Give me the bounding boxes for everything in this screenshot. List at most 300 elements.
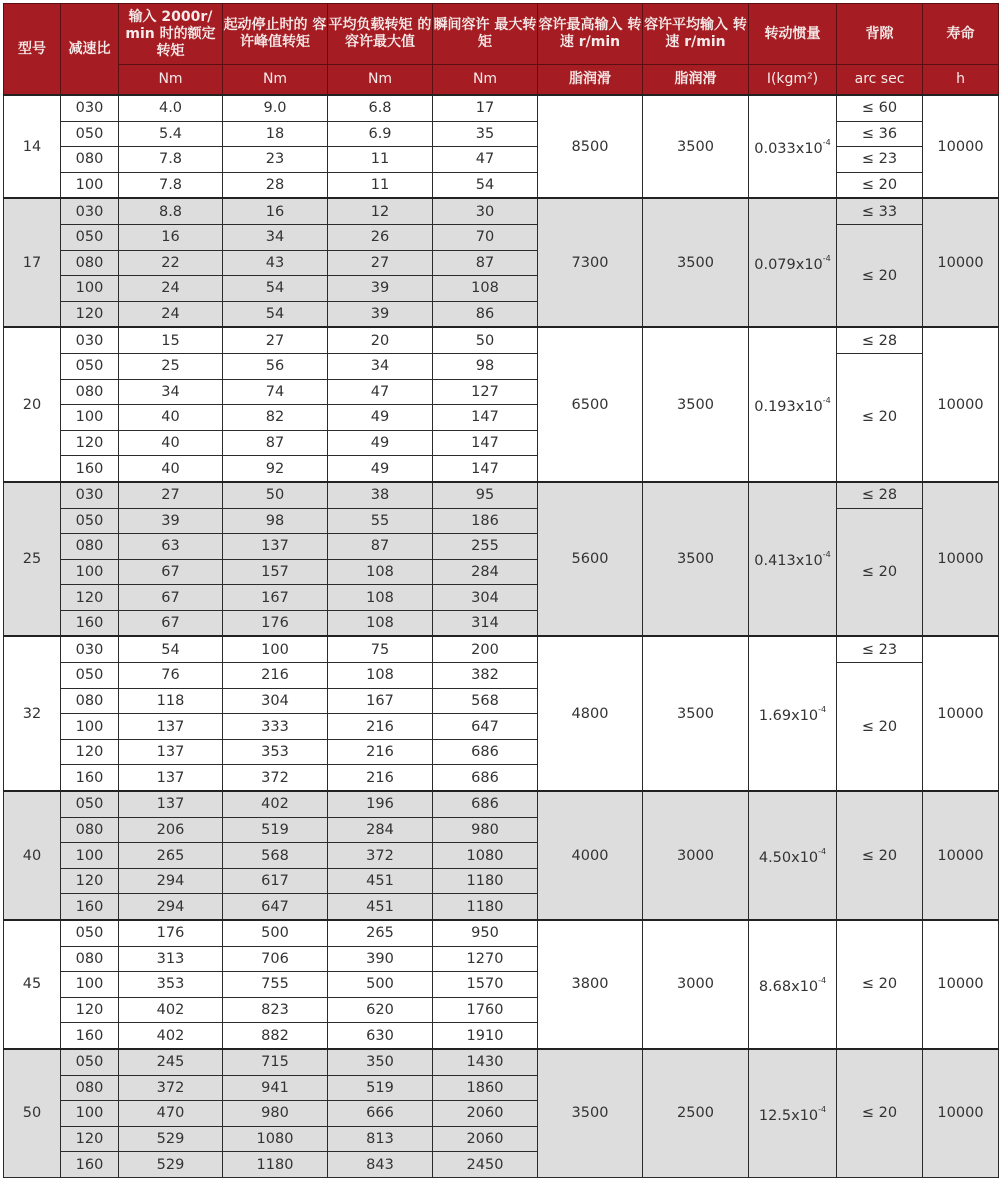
cell-momentary-torque: 255 bbox=[433, 534, 538, 560]
cell-ratio: 100 bbox=[61, 843, 119, 869]
unit-inertia: I(kgm²) bbox=[749, 65, 837, 96]
cell-avg-input-speed: 3500 bbox=[643, 327, 749, 482]
cell-rated-torque: 40 bbox=[119, 405, 223, 431]
cell-avg-load-torque: 500 bbox=[328, 972, 433, 998]
cell-rated-torque: 8.8 bbox=[119, 198, 223, 224]
cell-peak-torque: 333 bbox=[223, 714, 328, 740]
cell-ratio: 100 bbox=[61, 276, 119, 302]
cell-momentary-torque: 314 bbox=[433, 610, 538, 636]
cell-avg-load-torque: 49 bbox=[328, 405, 433, 431]
cell-rated-torque: 137 bbox=[119, 791, 223, 817]
cell-peak-torque: 882 bbox=[223, 1023, 328, 1049]
cell-peak-torque: 755 bbox=[223, 972, 328, 998]
table-row bbox=[4, 353, 999, 379]
cell-peak-torque: 372 bbox=[223, 765, 328, 791]
cell-ratio: 050 bbox=[61, 508, 119, 534]
cell-model: 40 bbox=[4, 791, 61, 920]
header-backlash: 背隙 bbox=[837, 4, 923, 65]
cell-peak-torque: 98 bbox=[223, 508, 328, 534]
cell-ratio: 120 bbox=[61, 739, 119, 765]
cell-avg-load-torque: 38 bbox=[328, 482, 433, 508]
inertia-exponent: -4 bbox=[818, 1104, 827, 1114]
cell-avg-load-torque: 216 bbox=[328, 765, 433, 791]
cell-backlash: ≤ 33 bbox=[837, 198, 923, 224]
cell-ratio: 120 bbox=[61, 585, 119, 611]
cell-avg-load-torque: 34 bbox=[328, 353, 433, 379]
cell-momentary-torque: 87 bbox=[433, 250, 538, 276]
cell-backlash: ≤ 20 bbox=[837, 224, 923, 327]
cell-avg-load-torque: 49 bbox=[328, 456, 433, 482]
cell-peak-torque: 16 bbox=[223, 198, 328, 224]
inertia-value: 4.50x10 bbox=[758, 849, 819, 866]
cell-momentary-torque: 30 bbox=[433, 198, 538, 224]
cell-backlash: ≤ 23 bbox=[837, 636, 923, 662]
cell-rated-torque: 313 bbox=[119, 946, 223, 972]
cell-momentary-torque: 108 bbox=[433, 276, 538, 302]
cell-ratio: 030 bbox=[61, 482, 119, 508]
cell-inertia bbox=[749, 198, 837, 327]
table-header bbox=[4, 4, 999, 96]
cell-rated-torque: 67 bbox=[119, 559, 223, 585]
cell-ratio: 160 bbox=[61, 894, 119, 920]
inertia-value: 0.033x10 bbox=[754, 140, 823, 157]
cell-momentary-torque: 686 bbox=[433, 739, 538, 765]
cell-momentary-torque: 95 bbox=[433, 482, 538, 508]
cell-avg-load-torque: 630 bbox=[328, 1023, 433, 1049]
cell-avg-load-torque: 666 bbox=[328, 1101, 433, 1127]
cell-avg-load-torque: 284 bbox=[328, 817, 433, 843]
cell-rated-torque: 24 bbox=[119, 276, 223, 302]
cell-avg-load-torque: 196 bbox=[328, 791, 433, 817]
cell-peak-torque: 56 bbox=[223, 353, 328, 379]
cell-momentary-torque: 1860 bbox=[433, 1075, 538, 1101]
cell-ratio: 120 bbox=[61, 997, 119, 1023]
cell-avg-load-torque: 216 bbox=[328, 739, 433, 765]
cell-peak-torque: 23 bbox=[223, 147, 328, 173]
cell-peak-torque: 402 bbox=[223, 791, 328, 817]
cell-ratio: 080 bbox=[61, 946, 119, 972]
unit-backlash: arc sec bbox=[837, 65, 923, 96]
cell-max-input-speed: 6500 bbox=[538, 327, 643, 482]
cell-momentary-torque: 284 bbox=[433, 559, 538, 585]
cell-peak-torque: 304 bbox=[223, 688, 328, 714]
cell-peak-torque: 706 bbox=[223, 946, 328, 972]
cell-momentary-torque: 382 bbox=[433, 663, 538, 689]
cell-avg-load-torque: 26 bbox=[328, 224, 433, 250]
cell-peak-torque: 28 bbox=[223, 172, 328, 198]
cell-momentary-torque: 1910 bbox=[433, 1023, 538, 1049]
cell-backlash: ≤ 60 bbox=[837, 95, 923, 121]
cell-momentary-torque: 1180 bbox=[433, 868, 538, 894]
unit-max-input-speed: 脂润滑 bbox=[538, 65, 643, 96]
cell-max-input-speed: 3500 bbox=[538, 1049, 643, 1177]
unit-life: h bbox=[923, 65, 999, 96]
inertia-exponent: -4 bbox=[818, 846, 827, 856]
cell-rated-torque: 4.0 bbox=[119, 95, 223, 121]
inertia-exponent: -4 bbox=[822, 137, 831, 147]
cell-avg-load-torque: 6.9 bbox=[328, 121, 433, 147]
cell-avg-load-torque: 6.8 bbox=[328, 95, 433, 121]
cell-rated-torque: 206 bbox=[119, 817, 223, 843]
cell-peak-torque: 43 bbox=[223, 250, 328, 276]
cell-peak-torque: 980 bbox=[223, 1101, 328, 1127]
cell-momentary-torque: 2450 bbox=[433, 1152, 538, 1178]
cell-rated-torque: 529 bbox=[119, 1152, 223, 1178]
cell-ratio: 080 bbox=[61, 379, 119, 405]
cell-inertia bbox=[749, 636, 837, 791]
cell-avg-input-speed: 3500 bbox=[643, 198, 749, 327]
cell-momentary-torque: 1270 bbox=[433, 946, 538, 972]
cell-peak-torque: 100 bbox=[223, 636, 328, 662]
cell-life: 10000 bbox=[923, 1049, 999, 1177]
cell-momentary-torque: 2060 bbox=[433, 1126, 538, 1152]
cell-model: 50 bbox=[4, 1049, 61, 1177]
cell-avg-load-torque: 519 bbox=[328, 1075, 433, 1101]
header-momentary-torque: 瞬间容许 最大转矩 bbox=[433, 4, 538, 65]
cell-avg-input-speed: 3000 bbox=[643, 920, 749, 1049]
cell-avg-input-speed: 3500 bbox=[643, 636, 749, 791]
inertia-value: 0.079x10 bbox=[754, 256, 823, 273]
cell-inertia bbox=[749, 791, 837, 920]
cell-avg-load-torque: 350 bbox=[328, 1049, 433, 1075]
cell-max-input-speed: 7300 bbox=[538, 198, 643, 327]
cell-ratio: 100 bbox=[61, 972, 119, 998]
cell-life: 10000 bbox=[923, 327, 999, 482]
cell-rated-torque: 24 bbox=[119, 301, 223, 327]
cell-ratio: 050 bbox=[61, 353, 119, 379]
cell-peak-torque: 176 bbox=[223, 610, 328, 636]
cell-rated-torque: 118 bbox=[119, 688, 223, 714]
cell-avg-load-torque: 39 bbox=[328, 301, 433, 327]
cell-momentary-torque: 1080 bbox=[433, 843, 538, 869]
cell-avg-load-torque: 49 bbox=[328, 430, 433, 456]
cell-peak-torque: 216 bbox=[223, 663, 328, 689]
inertia-value: 1.69x10 bbox=[758, 707, 819, 724]
cell-momentary-torque: 35 bbox=[433, 121, 538, 147]
cell-ratio: 050 bbox=[61, 224, 119, 250]
inertia-exponent: -4 bbox=[818, 704, 827, 714]
header-peak-torque: 起动停止时的 容许峰值转矩 bbox=[223, 4, 328, 65]
cell-backlash: ≤ 28 bbox=[837, 327, 923, 353]
cell-rated-torque: 470 bbox=[119, 1101, 223, 1127]
cell-peak-torque: 157 bbox=[223, 559, 328, 585]
cell-avg-load-torque: 39 bbox=[328, 276, 433, 302]
cell-max-input-speed: 8500 bbox=[538, 95, 643, 198]
unit-peak-torque: Nm bbox=[223, 65, 328, 96]
cell-ratio: 080 bbox=[61, 817, 119, 843]
cell-backlash: ≤ 20 bbox=[837, 791, 923, 920]
header-max-input-speed: 容许最高输入 转速 r/min bbox=[538, 4, 643, 65]
table-row bbox=[4, 663, 999, 689]
table-row bbox=[4, 636, 999, 662]
cell-avg-load-torque: 11 bbox=[328, 147, 433, 173]
cell-peak-torque: 34 bbox=[223, 224, 328, 250]
cell-rated-torque: 67 bbox=[119, 610, 223, 636]
cell-momentary-torque: 1180 bbox=[433, 894, 538, 920]
cell-rated-torque: 5.4 bbox=[119, 121, 223, 147]
header-ratio: 减速比 bbox=[61, 4, 119, 96]
inertia-value: 12.5x10 bbox=[758, 1107, 819, 1124]
inertia-value: 8.68x10 bbox=[758, 978, 819, 995]
cell-peak-torque: 50 bbox=[223, 482, 328, 508]
header-rated-torque: 输入 2000r/ min 时的额定转矩 bbox=[119, 4, 223, 65]
cell-peak-torque: 27 bbox=[223, 327, 328, 353]
cell-peak-torque: 1180 bbox=[223, 1152, 328, 1178]
cell-rated-torque: 15 bbox=[119, 327, 223, 353]
cell-model: 25 bbox=[4, 482, 61, 637]
cell-ratio: 050 bbox=[61, 791, 119, 817]
cell-rated-torque: 27 bbox=[119, 482, 223, 508]
cell-ratio: 100 bbox=[61, 172, 119, 198]
cell-avg-load-torque: 20 bbox=[328, 327, 433, 353]
cell-avg-load-torque: 813 bbox=[328, 1126, 433, 1152]
cell-life: 10000 bbox=[923, 791, 999, 920]
cell-max-input-speed: 4000 bbox=[538, 791, 643, 920]
inertia-value: 0.193x10 bbox=[754, 398, 823, 415]
cell-rated-torque: 76 bbox=[119, 663, 223, 689]
cell-avg-load-torque: 372 bbox=[328, 843, 433, 869]
cell-momentary-torque: 147 bbox=[433, 405, 538, 431]
cell-peak-torque: 18 bbox=[223, 121, 328, 147]
cell-inertia bbox=[749, 482, 837, 637]
cell-avg-load-torque: 75 bbox=[328, 636, 433, 662]
cell-rated-torque: 7.8 bbox=[119, 147, 223, 173]
cell-avg-load-torque: 108 bbox=[328, 610, 433, 636]
cell-backlash: ≤ 23 bbox=[837, 147, 923, 173]
inertia-exponent: -4 bbox=[822, 395, 831, 405]
cell-ratio: 160 bbox=[61, 610, 119, 636]
cell-model: 14 bbox=[4, 95, 61, 198]
cell-max-input-speed: 3800 bbox=[538, 920, 643, 1049]
cell-momentary-torque: 54 bbox=[433, 172, 538, 198]
cell-peak-torque: 87 bbox=[223, 430, 328, 456]
cell-peak-torque: 568 bbox=[223, 843, 328, 869]
cell-rated-torque: 137 bbox=[119, 714, 223, 740]
cell-rated-torque: 34 bbox=[119, 379, 223, 405]
cell-rated-torque: 40 bbox=[119, 430, 223, 456]
cell-avg-load-torque: 108 bbox=[328, 559, 433, 585]
cell-avg-load-torque: 451 bbox=[328, 894, 433, 920]
cell-rated-torque: 402 bbox=[119, 1023, 223, 1049]
cell-backlash: ≤ 28 bbox=[837, 482, 923, 508]
cell-momentary-torque: 950 bbox=[433, 920, 538, 946]
cell-avg-load-torque: 451 bbox=[328, 868, 433, 894]
cell-max-input-speed: 5600 bbox=[538, 482, 643, 637]
cell-peak-torque: 715 bbox=[223, 1049, 328, 1075]
table-row bbox=[4, 198, 999, 224]
cell-momentary-torque: 686 bbox=[433, 765, 538, 791]
cell-rated-torque: 39 bbox=[119, 508, 223, 534]
cell-rated-torque: 7.8 bbox=[119, 172, 223, 198]
inertia-value: 0.413x10 bbox=[754, 553, 823, 570]
cell-avg-input-speed: 3000 bbox=[643, 791, 749, 920]
cell-avg-load-torque: 55 bbox=[328, 508, 433, 534]
cell-life: 10000 bbox=[923, 198, 999, 327]
cell-ratio: 100 bbox=[61, 559, 119, 585]
cell-model: 20 bbox=[4, 327, 61, 482]
cell-avg-load-torque: 216 bbox=[328, 714, 433, 740]
cell-ratio: 120 bbox=[61, 430, 119, 456]
cell-momentary-torque: 568 bbox=[433, 688, 538, 714]
cell-rated-torque: 54 bbox=[119, 636, 223, 662]
cell-momentary-torque: 980 bbox=[433, 817, 538, 843]
inertia-exponent: -4 bbox=[822, 253, 831, 263]
header-avg-load-torque: 平均负载转矩 的容许最大值 bbox=[328, 4, 433, 65]
cell-rated-torque: 137 bbox=[119, 739, 223, 765]
inertia-exponent: -4 bbox=[818, 975, 827, 985]
cell-life: 10000 bbox=[923, 95, 999, 198]
cell-ratio: 030 bbox=[61, 327, 119, 353]
cell-peak-torque: 167 bbox=[223, 585, 328, 611]
cell-momentary-torque: 2060 bbox=[433, 1101, 538, 1127]
cell-peak-torque: 54 bbox=[223, 276, 328, 302]
header-inertia: 转动惯量 bbox=[749, 4, 837, 65]
cell-peak-torque: 92 bbox=[223, 456, 328, 482]
cell-peak-torque: 82 bbox=[223, 405, 328, 431]
cell-rated-torque: 402 bbox=[119, 997, 223, 1023]
cell-life: 10000 bbox=[923, 920, 999, 1049]
unit-rated-torque: Nm bbox=[119, 65, 223, 96]
header-avg-input-speed: 容许平均输入 转速 r/min bbox=[643, 4, 749, 65]
cell-ratio: 050 bbox=[61, 121, 119, 147]
cell-ratio: 120 bbox=[61, 1126, 119, 1152]
cell-avg-load-torque: 47 bbox=[328, 379, 433, 405]
cell-peak-torque: 647 bbox=[223, 894, 328, 920]
cell-inertia bbox=[749, 95, 837, 198]
table-body bbox=[4, 95, 999, 1177]
table-row bbox=[4, 147, 999, 173]
cell-life: 10000 bbox=[923, 636, 999, 791]
inertia-exponent: -4 bbox=[822, 550, 831, 560]
cell-inertia bbox=[749, 1049, 837, 1177]
cell-momentary-torque: 147 bbox=[433, 456, 538, 482]
cell-avg-input-speed: 3500 bbox=[643, 482, 749, 637]
cell-momentary-torque: 50 bbox=[433, 327, 538, 353]
cell-momentary-torque: 200 bbox=[433, 636, 538, 662]
cell-ratio: 030 bbox=[61, 95, 119, 121]
cell-rated-torque: 176 bbox=[119, 920, 223, 946]
cell-backlash: ≤ 20 bbox=[837, 353, 923, 481]
cell-peak-torque: 1080 bbox=[223, 1126, 328, 1152]
cell-rated-torque: 294 bbox=[119, 894, 223, 920]
cell-ratio: 160 bbox=[61, 765, 119, 791]
table-row bbox=[4, 482, 999, 508]
cell-momentary-torque: 147 bbox=[433, 430, 538, 456]
cell-rated-torque: 25 bbox=[119, 353, 223, 379]
cell-peak-torque: 74 bbox=[223, 379, 328, 405]
cell-momentary-torque: 686 bbox=[433, 791, 538, 817]
table-row bbox=[4, 791, 999, 817]
cell-avg-load-torque: 390 bbox=[328, 946, 433, 972]
cell-rated-torque: 40 bbox=[119, 456, 223, 482]
cell-rated-torque: 529 bbox=[119, 1126, 223, 1152]
cell-rated-torque: 245 bbox=[119, 1049, 223, 1075]
cell-ratio: 100 bbox=[61, 405, 119, 431]
cell-momentary-torque: 304 bbox=[433, 585, 538, 611]
header-model: 型号 bbox=[4, 4, 61, 96]
table-row bbox=[4, 224, 999, 250]
cell-peak-torque: 353 bbox=[223, 739, 328, 765]
cell-avg-load-torque: 11 bbox=[328, 172, 433, 198]
cell-ratio: 120 bbox=[61, 301, 119, 327]
cell-ratio: 050 bbox=[61, 1049, 119, 1075]
table-row bbox=[4, 172, 999, 198]
table-row bbox=[4, 95, 999, 121]
cell-ratio: 080 bbox=[61, 688, 119, 714]
cell-momentary-torque: 1430 bbox=[433, 1049, 538, 1075]
cell-rated-torque: 294 bbox=[119, 868, 223, 894]
cell-avg-load-torque: 108 bbox=[328, 663, 433, 689]
cell-peak-torque: 823 bbox=[223, 997, 328, 1023]
cell-ratio: 080 bbox=[61, 147, 119, 173]
cell-avg-load-torque: 167 bbox=[328, 688, 433, 714]
cell-momentary-torque: 127 bbox=[433, 379, 538, 405]
cell-rated-torque: 265 bbox=[119, 843, 223, 869]
cell-momentary-torque: 98 bbox=[433, 353, 538, 379]
cell-ratio: 160 bbox=[61, 1023, 119, 1049]
cell-momentary-torque: 17 bbox=[433, 95, 538, 121]
cell-backlash: ≤ 20 bbox=[837, 172, 923, 198]
cell-momentary-torque: 1760 bbox=[433, 997, 538, 1023]
cell-ratio: 080 bbox=[61, 534, 119, 560]
table-row bbox=[4, 121, 999, 147]
table-row bbox=[4, 327, 999, 353]
cell-peak-torque: 54 bbox=[223, 301, 328, 327]
cell-momentary-torque: 47 bbox=[433, 147, 538, 173]
cell-peak-torque: 617 bbox=[223, 868, 328, 894]
cell-ratio: 160 bbox=[61, 1152, 119, 1178]
cell-model: 32 bbox=[4, 636, 61, 791]
cell-momentary-torque: 86 bbox=[433, 301, 538, 327]
cell-momentary-torque: 1570 bbox=[433, 972, 538, 998]
cell-ratio: 100 bbox=[61, 714, 119, 740]
cell-peak-torque: 519 bbox=[223, 817, 328, 843]
harmonic-reducer-spec-table bbox=[3, 3, 999, 1178]
cell-backlash: ≤ 36 bbox=[837, 121, 923, 147]
cell-rated-torque: 372 bbox=[119, 1075, 223, 1101]
cell-avg-load-torque: 620 bbox=[328, 997, 433, 1023]
cell-rated-torque: 353 bbox=[119, 972, 223, 998]
cell-avg-input-speed: 2500 bbox=[643, 1049, 749, 1177]
cell-backlash: ≤ 20 bbox=[837, 1049, 923, 1177]
unit-avg-input-speed: 脂润滑 bbox=[643, 65, 749, 96]
cell-avg-load-torque: 108 bbox=[328, 585, 433, 611]
cell-avg-load-torque: 265 bbox=[328, 920, 433, 946]
table-row bbox=[4, 920, 999, 946]
cell-momentary-torque: 647 bbox=[433, 714, 538, 740]
cell-life: 10000 bbox=[923, 482, 999, 637]
cell-ratio: 050 bbox=[61, 920, 119, 946]
cell-ratio: 120 bbox=[61, 868, 119, 894]
cell-peak-torque: 137 bbox=[223, 534, 328, 560]
cell-backlash: ≤ 20 bbox=[837, 663, 923, 791]
cell-peak-torque: 941 bbox=[223, 1075, 328, 1101]
cell-rated-torque: 63 bbox=[119, 534, 223, 560]
cell-ratio: 050 bbox=[61, 663, 119, 689]
cell-avg-input-speed: 3500 bbox=[643, 95, 749, 198]
cell-rated-torque: 16 bbox=[119, 224, 223, 250]
cell-ratio: 080 bbox=[61, 1075, 119, 1101]
cell-backlash: ≤ 20 bbox=[837, 508, 923, 636]
cell-backlash: ≤ 20 bbox=[837, 920, 923, 1049]
cell-peak-torque: 500 bbox=[223, 920, 328, 946]
cell-rated-torque: 67 bbox=[119, 585, 223, 611]
cell-inertia bbox=[749, 920, 837, 1049]
header-row-units bbox=[4, 65, 999, 96]
cell-avg-load-torque: 843 bbox=[328, 1152, 433, 1178]
cell-ratio: 100 bbox=[61, 1101, 119, 1127]
cell-model: 17 bbox=[4, 198, 61, 327]
